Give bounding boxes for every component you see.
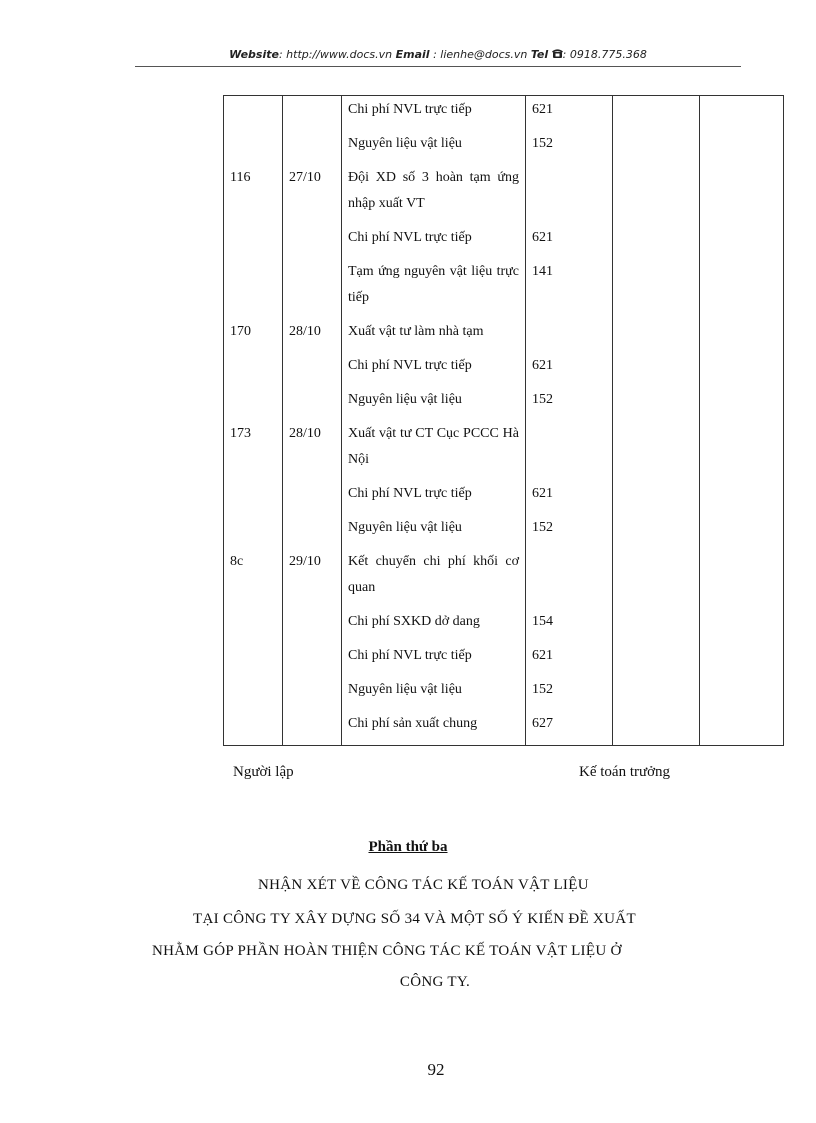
debit-amount-cell [613, 711, 700, 746]
account-code-cell: 621 [526, 225, 613, 259]
email-label: Email [395, 48, 430, 61]
table-row [224, 609, 784, 643]
email-value: : lienhe@docs.vn [433, 48, 528, 61]
table-row [224, 643, 784, 677]
page-header [135, 48, 741, 61]
debit-amount-cell [613, 515, 700, 549]
description-cell: Chi phí NVL trực tiếp [342, 643, 526, 677]
ledger-body [224, 96, 784, 746]
debit-amount-cell [613, 609, 700, 643]
section-heading-line-2: TẠI CÔNG TY XÂY DỰNG SỐ 34 VÀ MỘT SỐ Ý KIẾN ĐỀ XUẤT [193, 911, 636, 927]
credit-amount-cell [700, 353, 784, 387]
header-divider [135, 66, 741, 67]
account-code-cell: 621 [526, 643, 613, 677]
table-row [224, 677, 784, 711]
voucher-number-cell: 173 [224, 421, 283, 481]
voucher-date-cell [283, 677, 342, 711]
account-code-cell: 621 [526, 96, 613, 132]
description-cell: Chi phí NVL trực tiếp [342, 225, 526, 259]
debit-amount-cell [613, 549, 700, 609]
credit-amount-cell [700, 225, 784, 259]
voucher-number-cell [224, 96, 283, 132]
voucher-date-cell [283, 481, 342, 515]
credit-amount-cell [700, 259, 784, 319]
voucher-number-cell [224, 677, 283, 711]
credit-amount-cell [700, 131, 784, 165]
account-code-cell: 152 [526, 131, 613, 165]
debit-amount-cell [613, 677, 700, 711]
voucher-number-cell [224, 711, 283, 746]
description-cell: Xuất vật tư CT Cục PCCC Hà Nội [342, 421, 526, 481]
description-cell: Chi phí NVL trực tiếp [342, 481, 526, 515]
account-code-cell [526, 319, 613, 353]
voucher-date-cell [283, 131, 342, 165]
table-row [224, 421, 784, 481]
voucher-number-cell [224, 225, 283, 259]
credit-amount-cell [700, 165, 784, 225]
account-code-cell: 141 [526, 259, 613, 319]
credit-amount-cell [700, 711, 784, 746]
description-cell: Nguyên liệu vật liệu [342, 131, 526, 165]
account-code-cell: 621 [526, 481, 613, 515]
debit-amount-cell [613, 319, 700, 353]
debit-amount-cell [613, 165, 700, 225]
credit-amount-cell [700, 319, 784, 353]
voucher-number-cell: 170 [224, 319, 283, 353]
voucher-date-cell: 28/10 [283, 421, 342, 481]
account-code-cell: 621 [526, 353, 613, 387]
voucher-number-cell [224, 515, 283, 549]
voucher-date-cell [283, 643, 342, 677]
section-heading-line-1: NHẬN XÉT VỀ CÔNG TÁC KẾ TOÁN VẬT LIỆU [258, 877, 589, 893]
voucher-number-cell [224, 481, 283, 515]
description-cell: Kết chuyển chi phí khối cơ quan [342, 549, 526, 609]
chief-accountant-label: Kế toán trưởng [579, 764, 671, 780]
table-row [224, 353, 784, 387]
credit-amount-cell [700, 677, 784, 711]
account-code-cell: 152 [526, 677, 613, 711]
credit-amount-cell [700, 643, 784, 677]
part-title [0, 839, 816, 856]
debit-amount-cell [613, 643, 700, 677]
table-row [224, 165, 784, 225]
description-cell: Đội XD số 3 hoàn tạm ứng nhập xuất VT [342, 165, 526, 225]
website-label: Website [229, 48, 279, 61]
debit-amount-cell [613, 131, 700, 165]
table-row [224, 319, 784, 353]
description-cell: Chi phí sản xuất chung [342, 711, 526, 746]
credit-amount-cell [700, 421, 784, 481]
table-row [224, 131, 784, 165]
debit-amount-cell [613, 259, 700, 319]
voucher-number-cell [224, 609, 283, 643]
table-row [224, 711, 784, 746]
ledger-table [223, 95, 784, 746]
voucher-date-cell [283, 387, 342, 421]
table-row [224, 481, 784, 515]
credit-amount-cell [700, 481, 784, 515]
credit-amount-cell [700, 387, 784, 421]
voucher-date-cell: 28/10 [283, 319, 342, 353]
tel-label: Tel [530, 48, 549, 61]
section-heading-line-3: NHẰM GÓP PHẦN HOÀN THIỆN CÔNG TÁC KẾ TOÁN VẬT LIỆU Ở [152, 943, 622, 959]
voucher-date-cell [283, 225, 342, 259]
voucher-date-cell [283, 711, 342, 746]
account-code-cell [526, 421, 613, 481]
section-heading-line-4: CÔNG TY. [399, 974, 471, 990]
voucher-number-cell [224, 259, 283, 319]
voucher-number-cell: 8c [224, 549, 283, 609]
debit-amount-cell [613, 421, 700, 481]
description-cell: Chi phí NVL trực tiếp [342, 96, 526, 132]
table-row [224, 387, 784, 421]
credit-amount-cell [700, 515, 784, 549]
table-row [224, 549, 784, 609]
phone-icon [552, 49, 563, 59]
part-title-text: Phần thứ ba [368, 839, 448, 855]
account-code-cell: 152 [526, 387, 613, 421]
debit-amount-cell [613, 387, 700, 421]
prepared-by-label: Người lập [233, 764, 294, 780]
description-cell: Nguyên liệu vật liệu [342, 677, 526, 711]
credit-amount-cell [700, 549, 784, 609]
credit-amount-cell [700, 96, 784, 132]
description-cell: Nguyên liệu vật liệu [342, 515, 526, 549]
debit-amount-cell [613, 225, 700, 259]
voucher-date-cell [283, 609, 342, 643]
voucher-number-cell [224, 353, 283, 387]
table-row [224, 225, 784, 259]
table-row [224, 515, 784, 549]
description-cell: Xuất vật tư làm nhà tạm [342, 319, 526, 353]
account-code-cell [526, 549, 613, 609]
voucher-number-cell [224, 131, 283, 165]
account-code-cell: 154 [526, 609, 613, 643]
voucher-number-cell [224, 387, 283, 421]
voucher-date-cell: 27/10 [283, 165, 342, 225]
debit-amount-cell [613, 353, 700, 387]
table-row [224, 96, 784, 132]
account-code-cell: 152 [526, 515, 613, 549]
voucher-number-cell [224, 643, 283, 677]
debit-amount-cell [613, 96, 700, 132]
description-cell: Chi phí NVL trực tiếp [342, 353, 526, 387]
voucher-date-cell [283, 259, 342, 319]
voucher-date-cell [283, 353, 342, 387]
voucher-date-cell [283, 96, 342, 132]
table-row [224, 259, 784, 319]
description-cell: Tạm ứng nguyên vật liệu trực tiếp [342, 259, 526, 319]
account-code-cell: 627 [526, 711, 613, 746]
description-cell: Nguyên liệu vật liệu [342, 387, 526, 421]
voucher-date-cell: 29/10 [283, 549, 342, 609]
tel-value: : 0918.775.368 [562, 48, 647, 61]
credit-amount-cell [700, 609, 784, 643]
page-number: 92 [427, 1060, 445, 1079]
voucher-number-cell: 116 [224, 165, 283, 225]
debit-amount-cell [613, 481, 700, 515]
voucher-date-cell [283, 515, 342, 549]
website-value: : http://www.docs.vn [278, 48, 393, 61]
description-cell: Chi phí SXKD dở dang [342, 609, 526, 643]
account-code-cell [526, 165, 613, 225]
